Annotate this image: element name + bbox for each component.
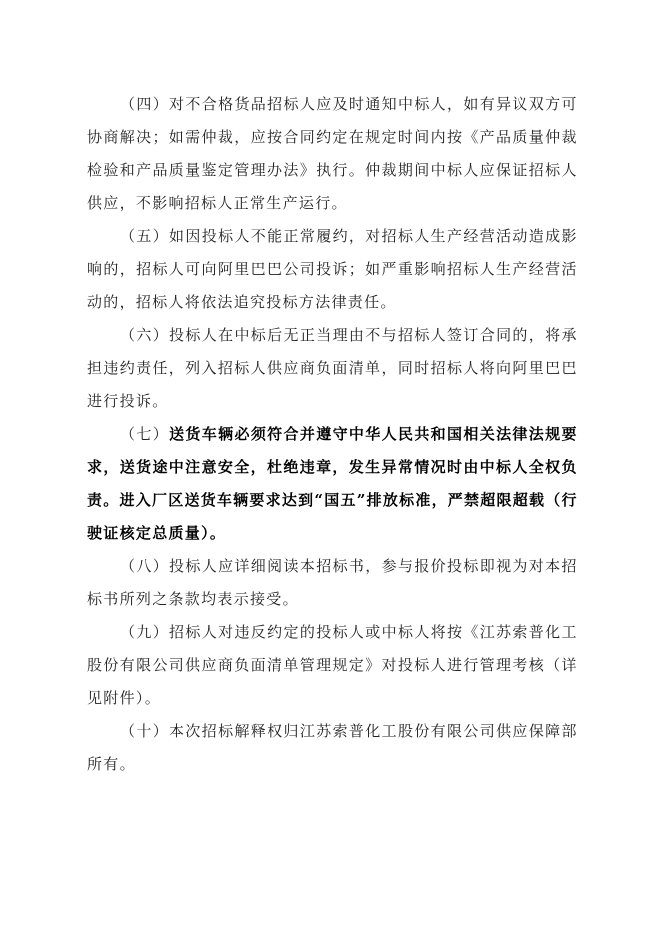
- line-text: 响的，招标人可向阿里巴巴公司投诉；如严重影响招标人生产经营活: [87, 260, 577, 278]
- paragraph-6: [87, 323, 577, 422]
- line-text: （八）投标人应详细阅读本招标书，参与报价投标即视为对本招: [120, 557, 577, 575]
- paragraph-line: [87, 521, 577, 554]
- paragraph-8: [87, 554, 577, 620]
- paragraph-line: [87, 719, 577, 752]
- line-text: （五）如因投标人不能正常履约，对招标人生产经营活动造成影: [120, 227, 577, 245]
- line-text: 送货车辆必须符合并遵守中华人民共和国相关法律法规要: [169, 425, 577, 443]
- paragraph-label: （七）: [120, 425, 170, 443]
- line-text: （十）本次招标解释权归江苏索普化工股份有限公司供应保障部: [120, 722, 577, 740]
- paragraph-line: [87, 356, 577, 389]
- paragraph-line: [87, 125, 577, 158]
- paragraph-line: [87, 158, 577, 191]
- paragraph-line: [87, 686, 577, 719]
- paragraph-line: [87, 587, 577, 620]
- paragraph-line: [87, 455, 577, 488]
- paragraph-line: [87, 290, 577, 323]
- line-text: 求，送货途中注意安全，杜绝违章，发生异常情况时由中标人全权负: [87, 458, 577, 476]
- line-text: 协商解决；如需仲裁，应按合同约定在规定时间内按《产品质量仲裁: [87, 128, 577, 146]
- line-text: （九）招标人对违反约定的投标人或中标人将按《江苏索普化工: [120, 623, 577, 641]
- paragraph-line: [87, 257, 577, 290]
- line-text: 进行投诉。: [87, 392, 169, 410]
- paragraph-line: [87, 653, 577, 686]
- line-text: 检验和产品质量鉴定管理办法》执行。仲裁期间中标人应保证招标人: [87, 161, 577, 179]
- paragraph-line: [87, 323, 577, 356]
- paragraph-line: [87, 620, 577, 653]
- paragraph-10: [87, 719, 577, 785]
- line-text: 供应，不影响招标人正常生产运行。: [87, 194, 348, 212]
- paragraph-line: [87, 554, 577, 587]
- paragraph-line: [87, 191, 577, 224]
- paragraph-line: [87, 92, 577, 125]
- paragraph-line: [87, 224, 577, 257]
- line-text: 驶证核定总质量）。: [87, 524, 227, 542]
- line-text: 见附件）。: [87, 689, 162, 707]
- paragraph-7: [87, 422, 577, 554]
- paragraph-line: [87, 389, 577, 422]
- line-text: 责。进入厂区送货车辆要求达到“国五”排放标准，严禁超限超载（行: [87, 491, 577, 509]
- line-text: （六）投标人在中标后无正当理由不与招标人签订合同的，将承: [120, 326, 577, 344]
- line-text: 所有。: [87, 755, 136, 773]
- line-text: 动的，招标人将依法追究投标方法律责任。: [87, 293, 397, 311]
- paragraph-5: [87, 224, 577, 323]
- paragraph-line: [87, 752, 577, 785]
- paragraph-line: [87, 422, 577, 455]
- line-text: 股份有限公司供应商负面清单管理规定》对投标人进行管理考核（详: [87, 656, 577, 674]
- paragraph-9: [87, 620, 577, 719]
- document-body: [87, 92, 577, 785]
- line-text: 标书所列之条款均表示接受。: [87, 590, 299, 608]
- paragraph-line: [87, 488, 577, 521]
- line-text: （四）对不合格货品招标人应及时通知中标人，如有异议双方可: [120, 95, 577, 113]
- line-text: 担违约责任，列入招标人供应商负面清单，同时招标人将向阿里巴巴: [87, 359, 577, 377]
- paragraph-4: [87, 92, 577, 224]
